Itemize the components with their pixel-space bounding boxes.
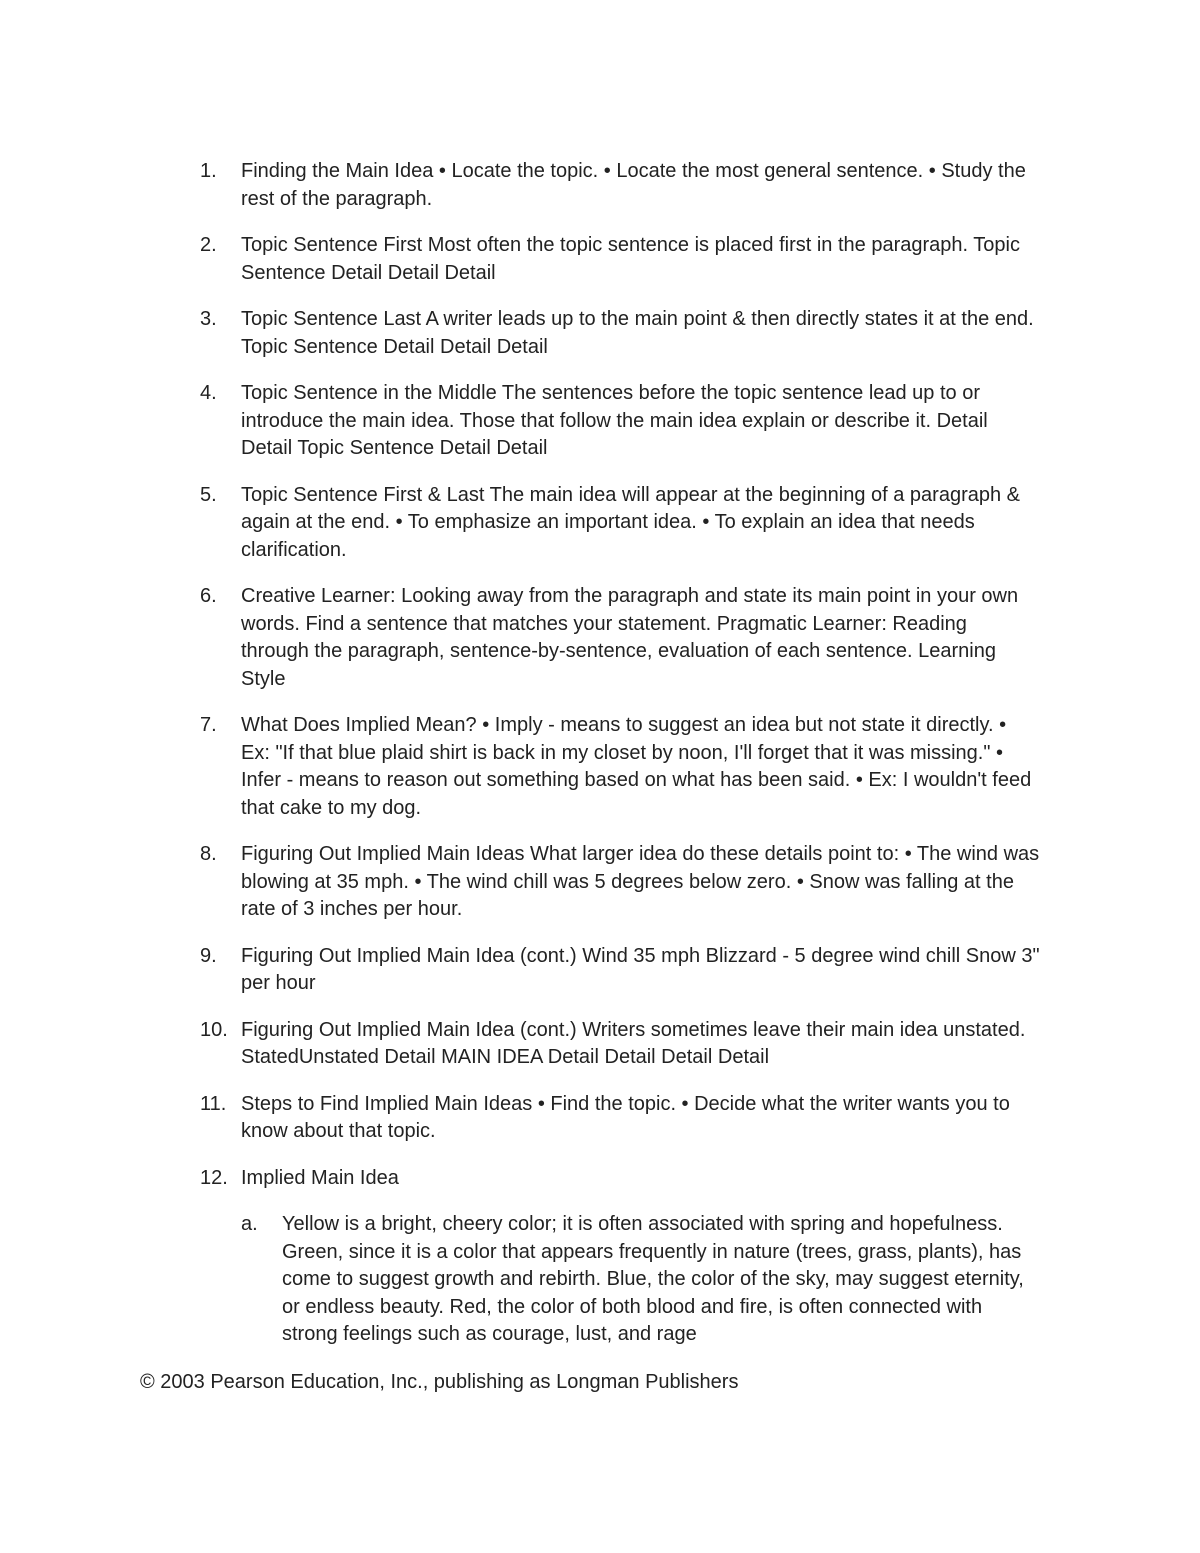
list-item-text: Topic Sentence First & Last The main idea will appear at the beginning of a paragraph & again at the end. • To emphasize an important idea. • To explain an idea that needs clarification. (241, 483, 1020, 561)
copyright-footer: © 2003 Pearson Education, Inc., publishing as Longman Publishers (140, 1371, 739, 1393)
list-item-text: Creative Learner: Looking away from the paragraph and state its main point in your own words. Find a sentence that matches your statement. Pragmatic Learner: Reading through the paragraph, sentence-by-sentence, evaluation of each sentence. Learning Style (241, 585, 1019, 690)
list-item-text: Topic Sentence First Most often the topic sentence is placed first in the paragraph. Topic Sentence Detail Detail Detail (241, 234, 1020, 284)
list-item-text: Topic Sentence in the Middle The sentences before the topic sentence lead up to or introduce the main idea. Those that follow the main idea explain or describe it. Detail Detail Topic Sentence Detail Detail (241, 382, 988, 459)
list-item-text: Figuring Out Implied Main Idea (cont.) Wind 35 mph Blizzard - 5 degree wind chill Snow 3" per hour (241, 944, 1040, 994)
list-item-number: 1. (200, 160, 217, 182)
list-item (200, 1017, 1040, 1072)
list-item-text: Steps to Find Implied Main Ideas • Find the topic. • Decide what the writer wants you to know about that topic. (241, 1092, 1010, 1142)
list-item-number: 10. (200, 1018, 228, 1041)
list-item-number: 7. (200, 714, 217, 736)
list-item-text: What Does Implied Mean? • Imply - means to suggest an idea but not state it directly. • Ex: "If that blue plaid shirt is back in my closet by noon, I'll forget that it was missing." • Infer - means to reason out something based on what has been said. • Ex: I wouldn't feed that cake to my dog. (241, 714, 1032, 819)
list-item (200, 380, 1040, 463)
list-item-text: Topic Sentence Last A writer leads up to the main point & then directly states it at the end. Topic Sentence Detail Detail Detail (241, 308, 1034, 358)
numbered-list (200, 158, 1040, 1368)
list-item-number: 9. (200, 944, 217, 967)
list-item-number: 8. (200, 843, 217, 865)
list-item-number: 3. (200, 308, 217, 330)
list-item (200, 712, 1040, 822)
list-item (200, 943, 1040, 998)
list-item-text: Implied Main Idea (241, 1166, 399, 1189)
list-item-text: Figuring Out Implied Main Ideas What larger idea do these details point to: • The wind was blowing at 35 mph. • The wind chill was 5 degrees below zero. • Snow was falling at the rate of 3 inches per hour. (241, 843, 1040, 920)
list-item (200, 232, 1040, 287)
list-item-number: 12. (200, 1166, 228, 1189)
list-item (200, 482, 1040, 565)
list-item-text: Finding the Main Idea • Locate the topic. • Locate the most general sentence. • Study the rest of the paragraph. (241, 160, 1026, 210)
list-item-number: 4. (200, 382, 217, 404)
list-item-number: 5. (200, 483, 217, 506)
sub-list-item-letter: a. (241, 1213, 258, 1235)
list-item (200, 158, 1040, 213)
list-item (200, 1165, 1040, 1349)
list-item (200, 841, 1040, 924)
list-item (200, 583, 1040, 693)
list-item-number: 11. (200, 1092, 227, 1115)
list-item-number: 2. (200, 234, 217, 256)
list-item (200, 306, 1040, 361)
sub-list (241, 1211, 1040, 1349)
sub-list-item (241, 1211, 1040, 1349)
sub-list-item-text: Yellow is a bright, cheery color; it is often associated with spring and hopefulness. Green, since it is a color that appears frequently in nature (trees, grass, plants), has come to suggest growth and rebirth. Blue, the color of the sky, may suggest eternity, or endless beauty. Red, the color of both blood and fire, is often connected with strong feelings such as courage, lust, and rage (282, 1213, 1024, 1345)
list-item (200, 1091, 1040, 1146)
list-item-text: Figuring Out Implied Main Idea (cont.) Writers sometimes leave their main idea unstated. StatedUnstated Detail MAIN IDEA Detail Detail Detail Detail (241, 1018, 1026, 1068)
list-item-number: 6. (200, 585, 217, 607)
